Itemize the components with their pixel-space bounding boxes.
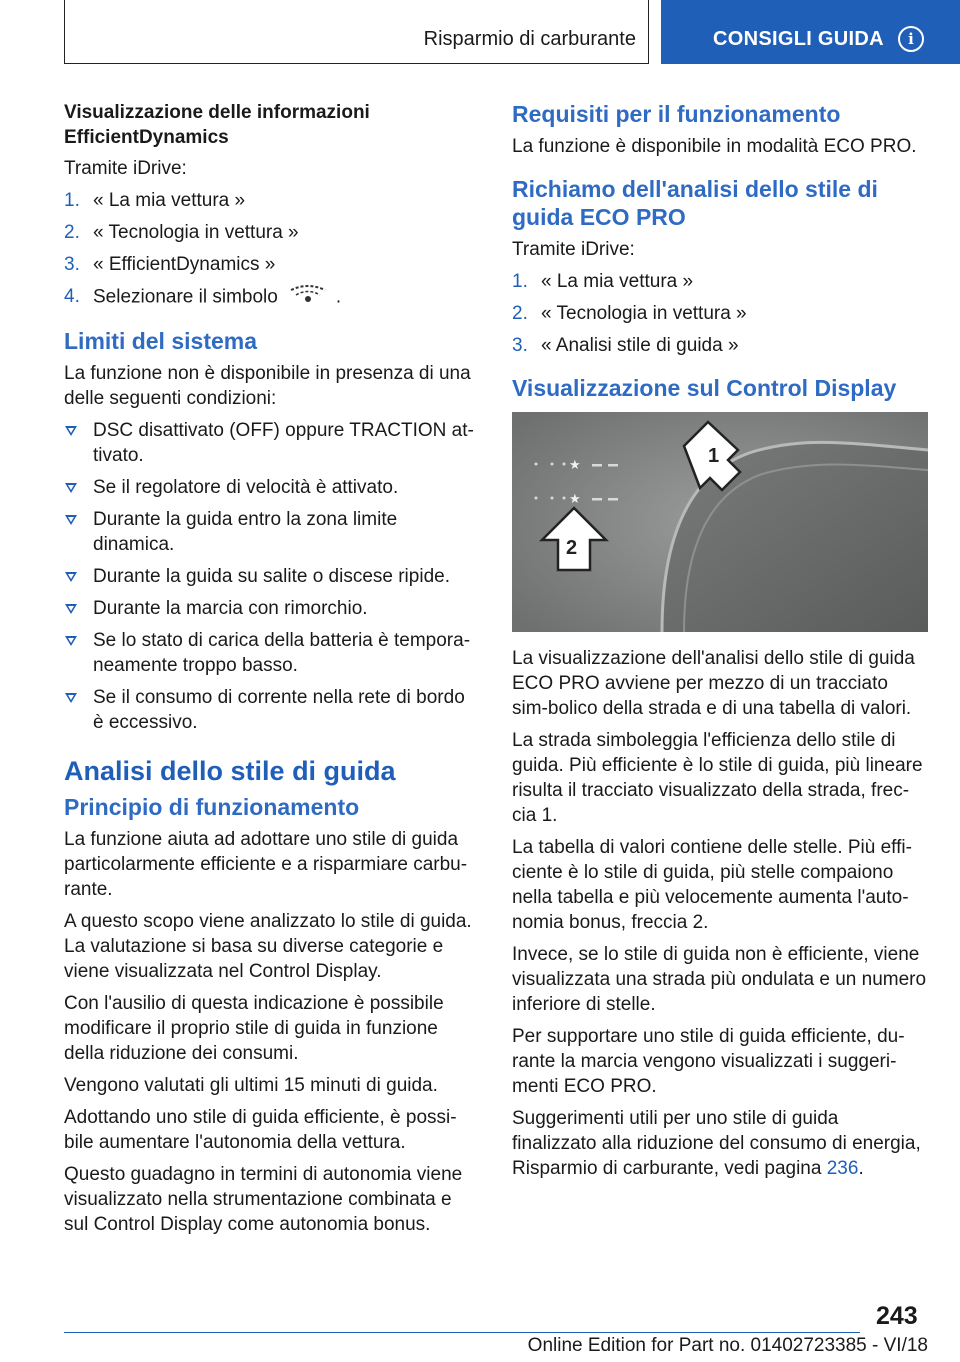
section-tab	[64, 0, 649, 64]
list-item	[512, 301, 928, 326]
reference-text: Suggerimenti utili per uno stile di guida finalizzato alla riduzione del consumo di energia, Risparmio di carburante, vedi pagina	[512, 1108, 921, 1179]
step-text: « Tecnologia in vettura »	[93, 222, 299, 243]
principle-heading: Principio di funzionamento	[64, 794, 360, 820]
list-item	[64, 188, 478, 213]
step-text: « Tecnologia in vettura »	[541, 303, 747, 324]
step-text: « Analisi stile di guida »	[541, 335, 739, 356]
bullet-triangle-icon	[65, 426, 77, 436]
bullet-triangle-icon	[65, 483, 77, 493]
list-item	[64, 628, 478, 678]
step-text: « EfficientDynamics »	[93, 254, 276, 275]
paragraph: La tabella di valori contiene delle stelle. Più effi-ciente è lo stile di guida, più stelle compaiono nella tabella e più velocemente aumenta l'auto-nomia bonus, freccia 2.	[512, 837, 912, 933]
paragraph: Con l'ausilio di questa indicazione è possibile modificare il proprio stile di guida in funzione della riduzione dei consumi.	[64, 993, 444, 1064]
limit-text: Se lo stato di carica della batteria è tempora-neamente troppo basso.	[93, 630, 471, 676]
paragraph: Questo guadagno in termini di autonomia viene visualizzato nella strumentazione combinata e sul Control Display come autonomia bonus.	[64, 1164, 463, 1235]
svg-text:★: ★	[569, 458, 581, 473]
list-item	[512, 333, 928, 358]
display-heading: Visualizzazione sul Control Display	[512, 375, 897, 401]
paragraph: A questo scopo viene analizzato lo stile di guida. La valutazione si basa su diverse categorie e viene visualizzata nel Control Display.	[64, 911, 472, 982]
bullet-triangle-icon	[65, 572, 77, 582]
step-number: 2.	[512, 303, 528, 324]
recall-heading: Richiamo dell'analisi dello stile di guida ECO PRO	[512, 176, 878, 230]
paragraph: Adottando uno stile di guida efficiente, è possi-bile aumentare l'autonomia della vettura.	[64, 1107, 457, 1153]
arrow-1-label: 1	[708, 445, 720, 467]
list-item	[64, 507, 478, 557]
limits-heading: Limiti del sistema	[64, 328, 258, 354]
left-column	[64, 100, 478, 1244]
step-number: 1.	[64, 190, 80, 211]
control-display-illustration	[512, 412, 928, 632]
step-number: 1.	[512, 271, 528, 292]
requirements-heading: Requisiti per il funzionamento	[512, 101, 841, 127]
bullet-triangle-icon	[65, 604, 77, 614]
edition-footer: Online Edition for Part no. 01402723385 - VI/18	[527, 1335, 928, 1356]
paragraph: La visualizzazione dell'analisi dello stile di guida ECO PRO avviene per mezzo di un tracciato sim-bolico della strada e di una tabella di valori.	[512, 648, 915, 719]
bullet-triangle-icon	[65, 636, 77, 646]
road-leaf-icon	[288, 284, 328, 311]
bullet-triangle-icon	[65, 515, 77, 525]
footer-divider	[64, 1332, 860, 1333]
analysis-heading: Analisi dello stile di guida	[64, 756, 396, 786]
recall-steps	[512, 269, 928, 358]
step-number: 3.	[512, 335, 528, 356]
requirements-text: La funzione è disponibile in modalità ECO PRO.	[512, 136, 917, 157]
step-text: Selezionare il simbolo	[93, 286, 278, 308]
limits-intro: La funzione non è disponibile in presenza di una delle seguenti condizioni:	[64, 363, 471, 409]
list-item	[64, 596, 478, 621]
list-item	[64, 220, 478, 245]
arrow-2-label: 2	[566, 537, 578, 559]
list-item	[64, 284, 478, 311]
info-icon: i	[898, 26, 924, 52]
limit-text: DSC disattivato (OFF) oppure TRACTION at-tivato.	[93, 420, 474, 466]
section-tab-label: Risparmio di carburante	[423, 28, 636, 50]
paragraph: Invece, se lo stile di guida non è efficiente, viene visualizzata una strada più ondulata e un numero inferiore di stelle.	[512, 944, 927, 1015]
chapter-tab	[661, 0, 960, 64]
list-item	[64, 564, 478, 589]
chapter-tab-label: CONSIGLI GUIDA	[713, 28, 884, 50]
page-reference-link[interactable]: 236	[826, 1158, 859, 1179]
limit-text: Se il regolatore di velocità è attivato.	[93, 477, 399, 498]
list-item	[64, 475, 478, 500]
step-number: 2.	[64, 222, 80, 243]
list-item	[64, 685, 478, 735]
list-item	[64, 418, 478, 468]
paragraph-with-reference	[512, 1106, 928, 1181]
paragraph: Per supportare uno stile di guida efficiente, du-rante la marcia vengono visualizzati i suggeri-menti ECO PRO.	[512, 1026, 905, 1097]
reference-tail: .	[858, 1158, 864, 1179]
limit-text: Se il consumo di corrente nella rete di bordo è eccessivo.	[93, 687, 465, 733]
bullet-triangle-icon	[65, 693, 77, 703]
efficientdynamics-heading: Visualizzazione delle informazioni EfficientDynamics	[64, 102, 370, 148]
limits-list	[64, 418, 478, 735]
control-display-figure	[512, 412, 928, 632]
step-text: « La mia vettura »	[93, 190, 246, 211]
step-number: 3.	[64, 254, 80, 275]
svg-text:★: ★	[569, 492, 581, 507]
page-number: 243	[876, 1302, 918, 1330]
list-item	[64, 252, 478, 277]
paragraph: Vengono valutati gli ultimi 15 minuti di guida.	[64, 1075, 438, 1096]
limit-text: Durante la marcia con rimorchio.	[93, 598, 368, 619]
idrive-intro: Tramite iDrive:	[64, 158, 187, 179]
efficientdynamics-steps	[64, 188, 478, 311]
paragraph: La funzione aiuta ad adottare uno stile di guida particolarmente efficiente e a risparmiare carbu-rante.	[64, 829, 468, 900]
right-column	[512, 100, 928, 1188]
step-number: 4.	[64, 286, 80, 307]
idrive-intro: Tramite iDrive:	[512, 239, 635, 260]
limit-text: Durante la guida su salite o discese ripide.	[93, 566, 450, 587]
step-tail: .	[335, 286, 342, 308]
list-item	[512, 269, 928, 294]
paragraph: La strada simboleggia l'efficienza dello stile di guida. Più efficiente è lo stile di guida, più lineare risulta il tracciato visualizzato della strada, frec-cia 1.	[512, 730, 923, 826]
step-text: « La mia vettura »	[541, 271, 694, 292]
limit-text: Durante la guida entro la zona limite dinamica.	[93, 509, 398, 555]
